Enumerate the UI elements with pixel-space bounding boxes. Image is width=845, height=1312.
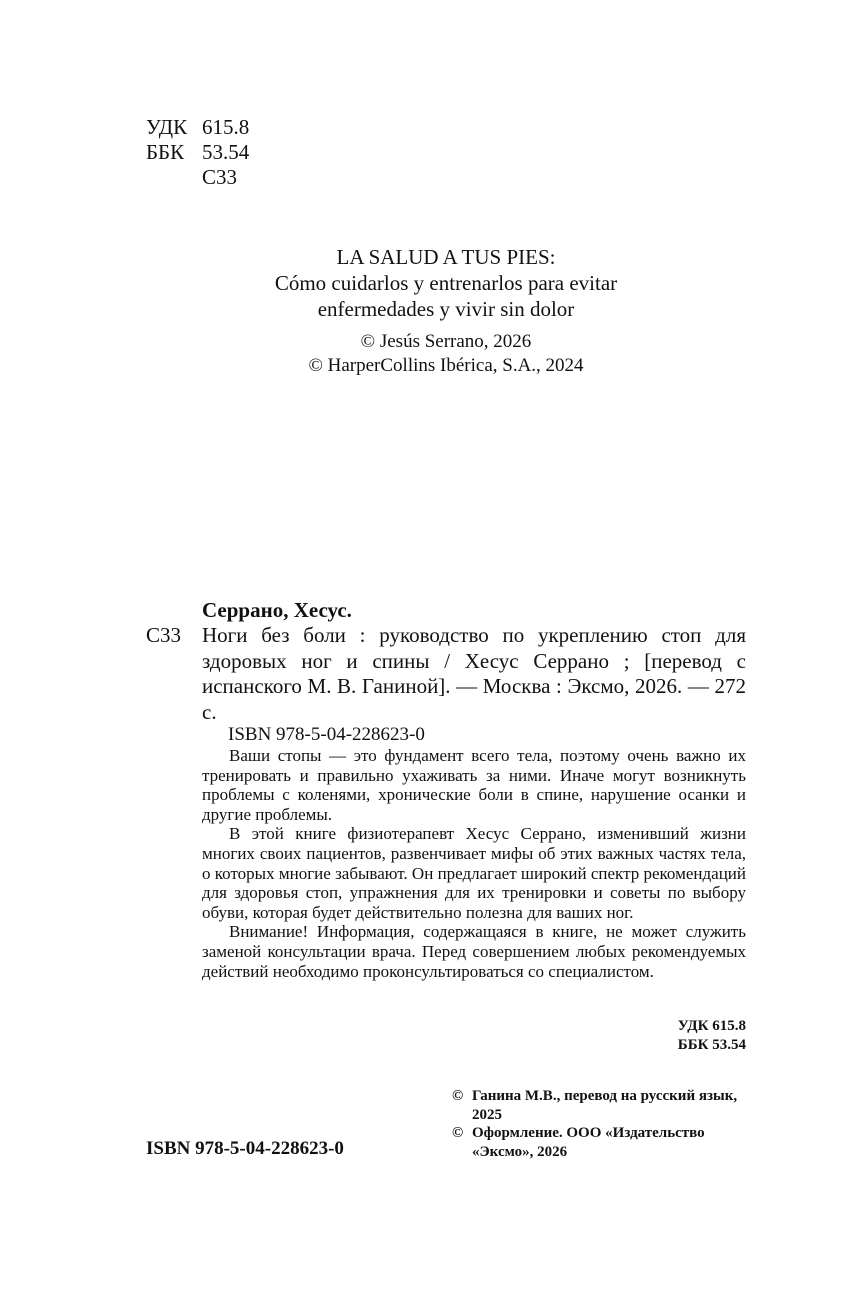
copyright-publisher: © HarperCollins Ibérica, S.A., 2024 [308,355,584,376]
udk-code: УДК 615.8 [677,1018,746,1034]
record-isbn: ISBN 978-5-04-228623-0 [228,724,425,745]
record-mark: С33 [146,623,182,647]
annotation-paragraph: В этой книге физиотерапевт Хесус Серрано, изменивший жизни многих своих пациентов, развенчивает мифы об этих важных частях тела, о которых многие забывают. Он предлагает широкий спектр рекомендаций для здоровья стоп, упражнения для их тренировки и советы по выбору обуви, которая будет действительно полезна для ваших ног. [202,824,746,922]
bbk-label: ББК [146,140,185,164]
original-copyrights [146,330,746,378]
footer-isbn: ISBN 978-5-04-228623-0 [146,1138,344,1159]
annotation [202,746,746,981]
udk-value: 615.8 [202,115,250,139]
copyright-author: © Jesús Serrano, 2026 [360,331,532,352]
annotation-paragraph: Внимание! Информация, содержащаяся в книге, не может служить заменой консультации врача. Перед совершением любых рекомендуемых действий необходимо проконсультироваться со специалистом. [202,922,746,981]
original-title-line: Cómo cuidarlos y entrenarlos para evitar [274,271,618,295]
copyright-text: Оформление. ООО «Издательство «Эксмо», 2026 [472,1125,705,1160]
original-title-line: LA SALUD A TUS PIES: [336,245,556,269]
author-mark: С33 [202,165,238,189]
bbk-code: ББК 53.54 [677,1037,746,1053]
annotation-paragraph: Ваши стопы — это фундамент всего тела, поэтому очень важно их тренировать и правильно ухаживать за ними. Иначе могут возникнуть проблемы с коленями, хронические боли в спине, нарушение осанки и другие проблемы. [202,746,746,824]
copyright-block [452,1087,752,1161]
bbk-value: 53.54 [202,140,250,164]
copyright-symbol: © [452,1125,464,1141]
record-author: Серрано, Хесус. [202,598,352,622]
copyright-item [452,1087,752,1124]
copyright-symbol: © [452,1088,464,1104]
copyright-item [452,1124,752,1161]
udk-block [146,115,249,190]
bibliographic-description: Ноги без боли : руководство по укреплению стоп для здоровых ног и спины / Хесус Серрано ; [перевод с испанского М. В. Ганиной]. — Москва : Эксмо, 2026. — 272 с. [202,623,746,724]
udk-label: УДК [146,115,188,139]
classification-codes [600,1017,746,1055]
original-title [146,244,746,322]
original-title-line: enfermedades y vivir sin dolor [317,297,575,321]
copyright-text: Ганина М.В., перевод на русский язык, 2025 [472,1088,738,1123]
